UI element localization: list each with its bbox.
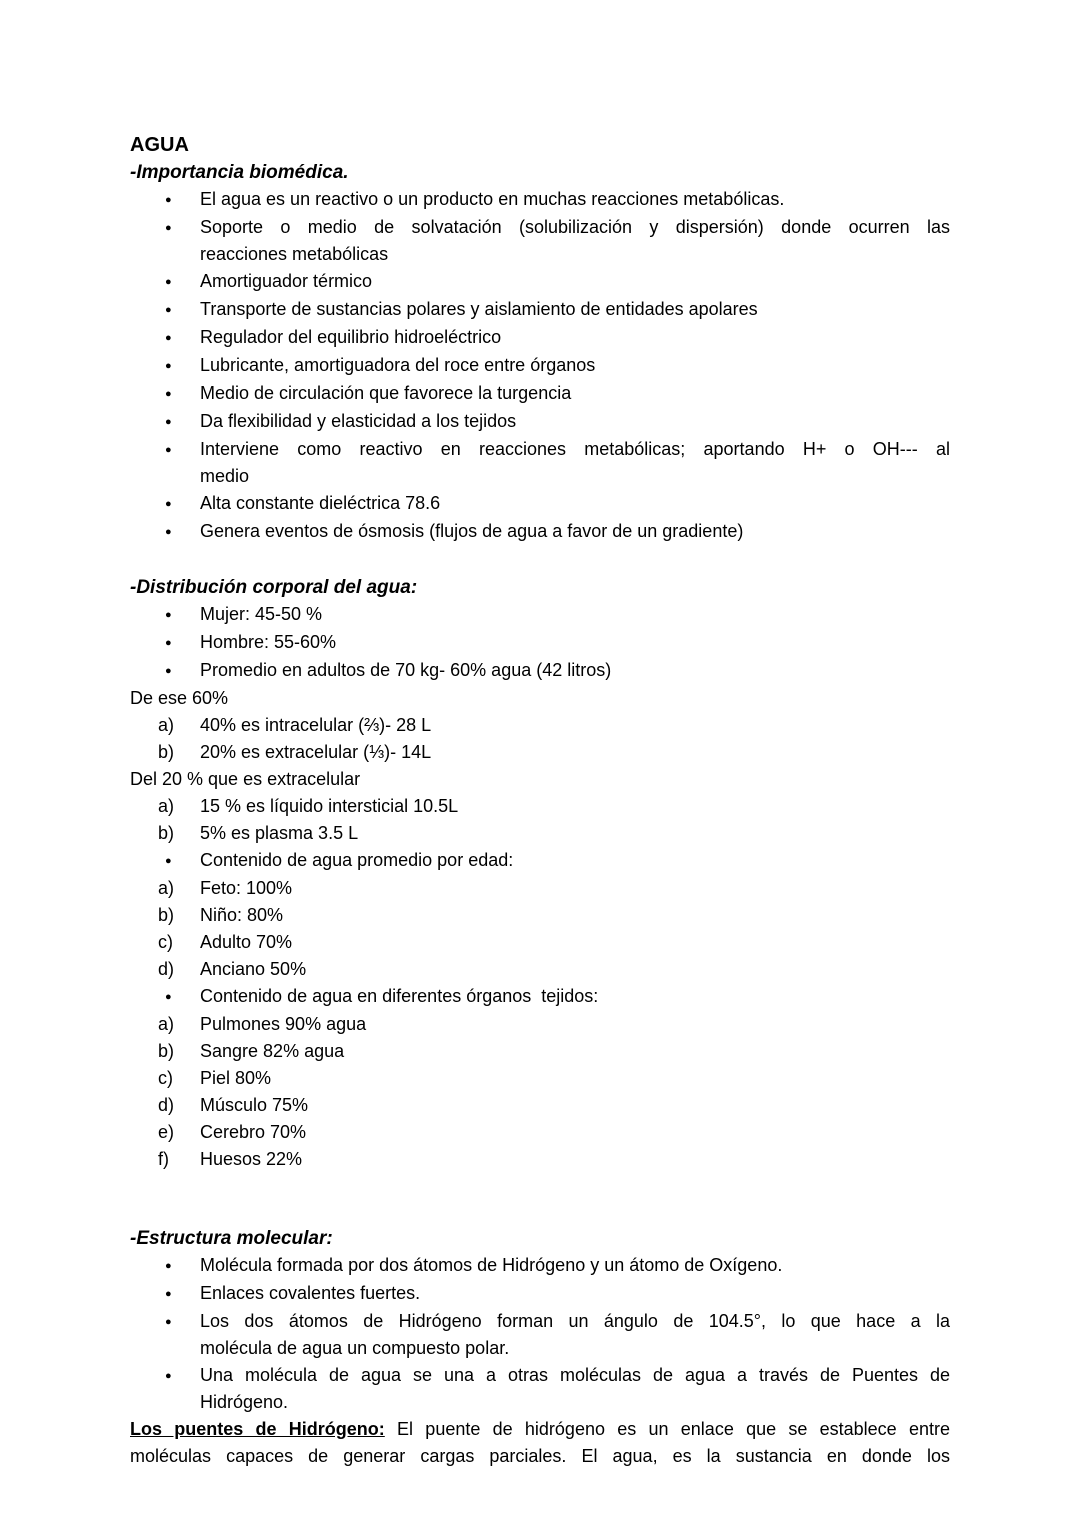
bullet-icon: ● bbox=[165, 637, 172, 649]
list-item-text: Pulmones 90% agua bbox=[200, 1014, 367, 1034]
list-item-text: Piel 80% bbox=[200, 1068, 272, 1088]
bullet-icon: ● bbox=[165, 1370, 172, 1382]
list-item-text bbox=[200, 436, 950, 490]
list-marker: a) bbox=[158, 796, 175, 816]
bullet-icon: ● bbox=[165, 416, 172, 428]
lettered-list-item bbox=[130, 902, 950, 929]
section-heading-estructura: -Estructura molecular: bbox=[130, 1228, 333, 1249]
bullet-icon: ● bbox=[165, 1288, 172, 1300]
list-item-text: Alta constante dieléctrica 78.6 bbox=[200, 493, 441, 513]
list-item-text: Sangre 82% agua bbox=[200, 1041, 345, 1061]
list-item bbox=[130, 601, 950, 629]
justified-line: moléculas capaces de generar cargas parciales. El agua, es la sustancia en donde los bbox=[130, 1446, 950, 1466]
bullet-icon: ● bbox=[165, 332, 172, 344]
list-item-text: Feto: 100% bbox=[200, 878, 293, 898]
bullet-icon: ● bbox=[165, 526, 172, 538]
list-item-text: Da flexibilidad y elasticidad a los tejidos bbox=[200, 411, 517, 431]
bullet-icon: ● bbox=[165, 276, 172, 288]
list-item-text: Enlaces covalentes fuertes. bbox=[200, 1283, 421, 1303]
list-item bbox=[130, 1252, 950, 1280]
list-item-text bbox=[200, 214, 950, 268]
list-marker: a) bbox=[158, 1014, 175, 1034]
list-item-text bbox=[200, 1362, 950, 1416]
closing-paragraph bbox=[130, 1416, 950, 1470]
paragraph-lead: Los puentes de Hidrógeno: bbox=[130, 1419, 385, 1439]
bullet-icon: ● bbox=[165, 665, 172, 677]
lettered-list-item bbox=[130, 956, 950, 983]
bullet-icon: ● bbox=[165, 222, 172, 234]
justified-line: Los dos átomos de Hidrógeno forman un ángulo de 104.5°, lo que hace a la bbox=[200, 1311, 950, 1331]
list-item bbox=[130, 436, 950, 490]
section-heading-importancia: -Importancia biomédica. bbox=[130, 162, 349, 183]
list-marker: d) bbox=[158, 959, 175, 979]
list-marker: a) bbox=[158, 878, 175, 898]
list-item-text: Amortiguador térmico bbox=[200, 271, 373, 291]
list-item-text: Contenido de agua promedio por edad: bbox=[200, 850, 514, 870]
section-heading-distribucion: -Distribución corporal del agua: bbox=[130, 577, 418, 598]
bullet-icon: ● bbox=[165, 498, 172, 510]
list-item-text: El agua es un reactivo o un producto en muchas reacciones metabólicas. bbox=[200, 189, 785, 209]
paragraph-text: Del 20 % que es extracelular bbox=[130, 769, 361, 789]
list-item-text: Regulador del equilibrio hidroeléctrico bbox=[200, 327, 502, 347]
justified-line: Interviene como reactivo en reacciones metabólicas; aportando H+ o OH--- al bbox=[200, 439, 950, 459]
list-item-text: Molécula formada por dos átomos de Hidrógeno y un átomo de Oxígeno. bbox=[200, 1255, 783, 1275]
list-item-text bbox=[200, 1308, 950, 1362]
list-item-text: Cerebro 70% bbox=[200, 1122, 307, 1142]
list-item-text: Contenido de agua en diferentes órganos tejidos: bbox=[200, 986, 599, 1006]
list-item-text: Anciano 50% bbox=[200, 959, 307, 979]
list-item bbox=[130, 847, 950, 875]
lettered-list-item bbox=[130, 1092, 950, 1119]
list-item-text: Niño: 80% bbox=[200, 905, 284, 925]
list-item-text: Hombre: 55-60% bbox=[200, 632, 337, 652]
bullet-icon: ● bbox=[165, 304, 172, 316]
list-item-text: 40% es intracelular (⅔)- 28 L bbox=[200, 715, 432, 735]
justified-line: Una molécula de agua se una a otras moléculas de agua a través de Puentes de bbox=[200, 1365, 950, 1385]
list-item bbox=[130, 629, 950, 657]
document-title: AGUA bbox=[130, 134, 189, 156]
lettered-list-item bbox=[130, 712, 950, 739]
lettered-list-item bbox=[130, 1065, 950, 1092]
paragraph-text: De ese 60% bbox=[130, 688, 229, 708]
bullet-icon: ● bbox=[165, 855, 172, 867]
list-item bbox=[130, 268, 950, 296]
continuation-line: molécula de agua un compuesto polar. bbox=[200, 1338, 510, 1358]
continuation-line: reacciones metabólicas bbox=[200, 244, 389, 264]
bullet-icon: ● bbox=[165, 360, 172, 372]
lettered-list-item bbox=[130, 875, 950, 902]
list-item bbox=[130, 352, 950, 380]
lettered-list-item bbox=[130, 739, 950, 766]
bullet-icon: ● bbox=[165, 1260, 172, 1272]
list-item-text: Promedio en adultos de 70 kg- 60% agua (42 litros) bbox=[200, 660, 612, 680]
lettered-list-item bbox=[130, 929, 950, 956]
justified-line: Soporte o medio de solvatación (solubilización y dispersión) donde ocurren las bbox=[200, 217, 950, 237]
list-item bbox=[130, 408, 950, 436]
list-item-text: Mujer: 45-50 % bbox=[200, 604, 323, 624]
list-item bbox=[130, 324, 950, 352]
list-marker: e) bbox=[158, 1122, 175, 1142]
list-item bbox=[130, 518, 950, 546]
list-item bbox=[130, 1308, 950, 1362]
list-marker: d) bbox=[158, 1095, 175, 1115]
list-item bbox=[130, 1362, 950, 1416]
bullet-icon: ● bbox=[165, 991, 172, 1003]
paragraph-lead-rest: El puente de hidrógeno es un enlace que se establece entre bbox=[397, 1419, 950, 1439]
continuation-line: Hidrógeno. bbox=[200, 1392, 289, 1412]
lettered-list-item bbox=[130, 1146, 950, 1173]
list-item-text: 15 % es líquido intersticial 10.5L bbox=[200, 796, 459, 816]
list-marker: b) bbox=[158, 905, 175, 925]
bullet-icon: ● bbox=[165, 194, 172, 206]
list-item bbox=[130, 657, 950, 685]
list-marker: c) bbox=[158, 1068, 173, 1088]
list-item-text: Transporte de sustancias polares y aislamiento de entidades apolares bbox=[200, 299, 758, 319]
list-marker: b) bbox=[158, 742, 175, 762]
list-item-text: Medio de circulación que favorece la turgencia bbox=[200, 383, 572, 403]
bullet-icon: ● bbox=[165, 388, 172, 400]
list-item bbox=[130, 983, 950, 1011]
list-item bbox=[130, 1280, 950, 1308]
lettered-list-item bbox=[130, 793, 950, 820]
lettered-list-item bbox=[130, 1011, 950, 1038]
list-marker: f) bbox=[158, 1149, 169, 1169]
lettered-list-item bbox=[130, 1038, 950, 1065]
list-item bbox=[130, 490, 950, 518]
list-marker: a) bbox=[158, 715, 175, 735]
lettered-list-item bbox=[130, 1119, 950, 1146]
list-item bbox=[130, 296, 950, 324]
list-marker: c) bbox=[158, 932, 173, 952]
list-item-text: 20% es extracelular (⅓)- 14L bbox=[200, 742, 432, 762]
list-marker: b) bbox=[158, 823, 175, 843]
lettered-list-item bbox=[130, 820, 950, 847]
list-item-text: Músculo 75% bbox=[200, 1095, 309, 1115]
list-item-text: Adulto 70% bbox=[200, 932, 293, 952]
list-item-text: Huesos 22% bbox=[200, 1149, 303, 1169]
bullet-icon: ● bbox=[165, 609, 172, 621]
list-item bbox=[130, 186, 950, 214]
list-item-text: Lubricante, amortiguadora del roce entre órganos bbox=[200, 355, 596, 375]
bullet-icon: ● bbox=[165, 444, 172, 456]
list-item bbox=[130, 380, 950, 408]
list-item-text: Genera eventos de ósmosis (flujos de agua a favor de un gradiente) bbox=[200, 521, 744, 541]
continuation-line: medio bbox=[200, 466, 250, 486]
bullet-icon: ● bbox=[165, 1316, 172, 1328]
list-item-text: 5% es plasma 3.5 L bbox=[200, 823, 359, 843]
list-item bbox=[130, 214, 950, 268]
justified-line bbox=[130, 1416, 950, 1443]
list-marker: b) bbox=[158, 1041, 175, 1061]
